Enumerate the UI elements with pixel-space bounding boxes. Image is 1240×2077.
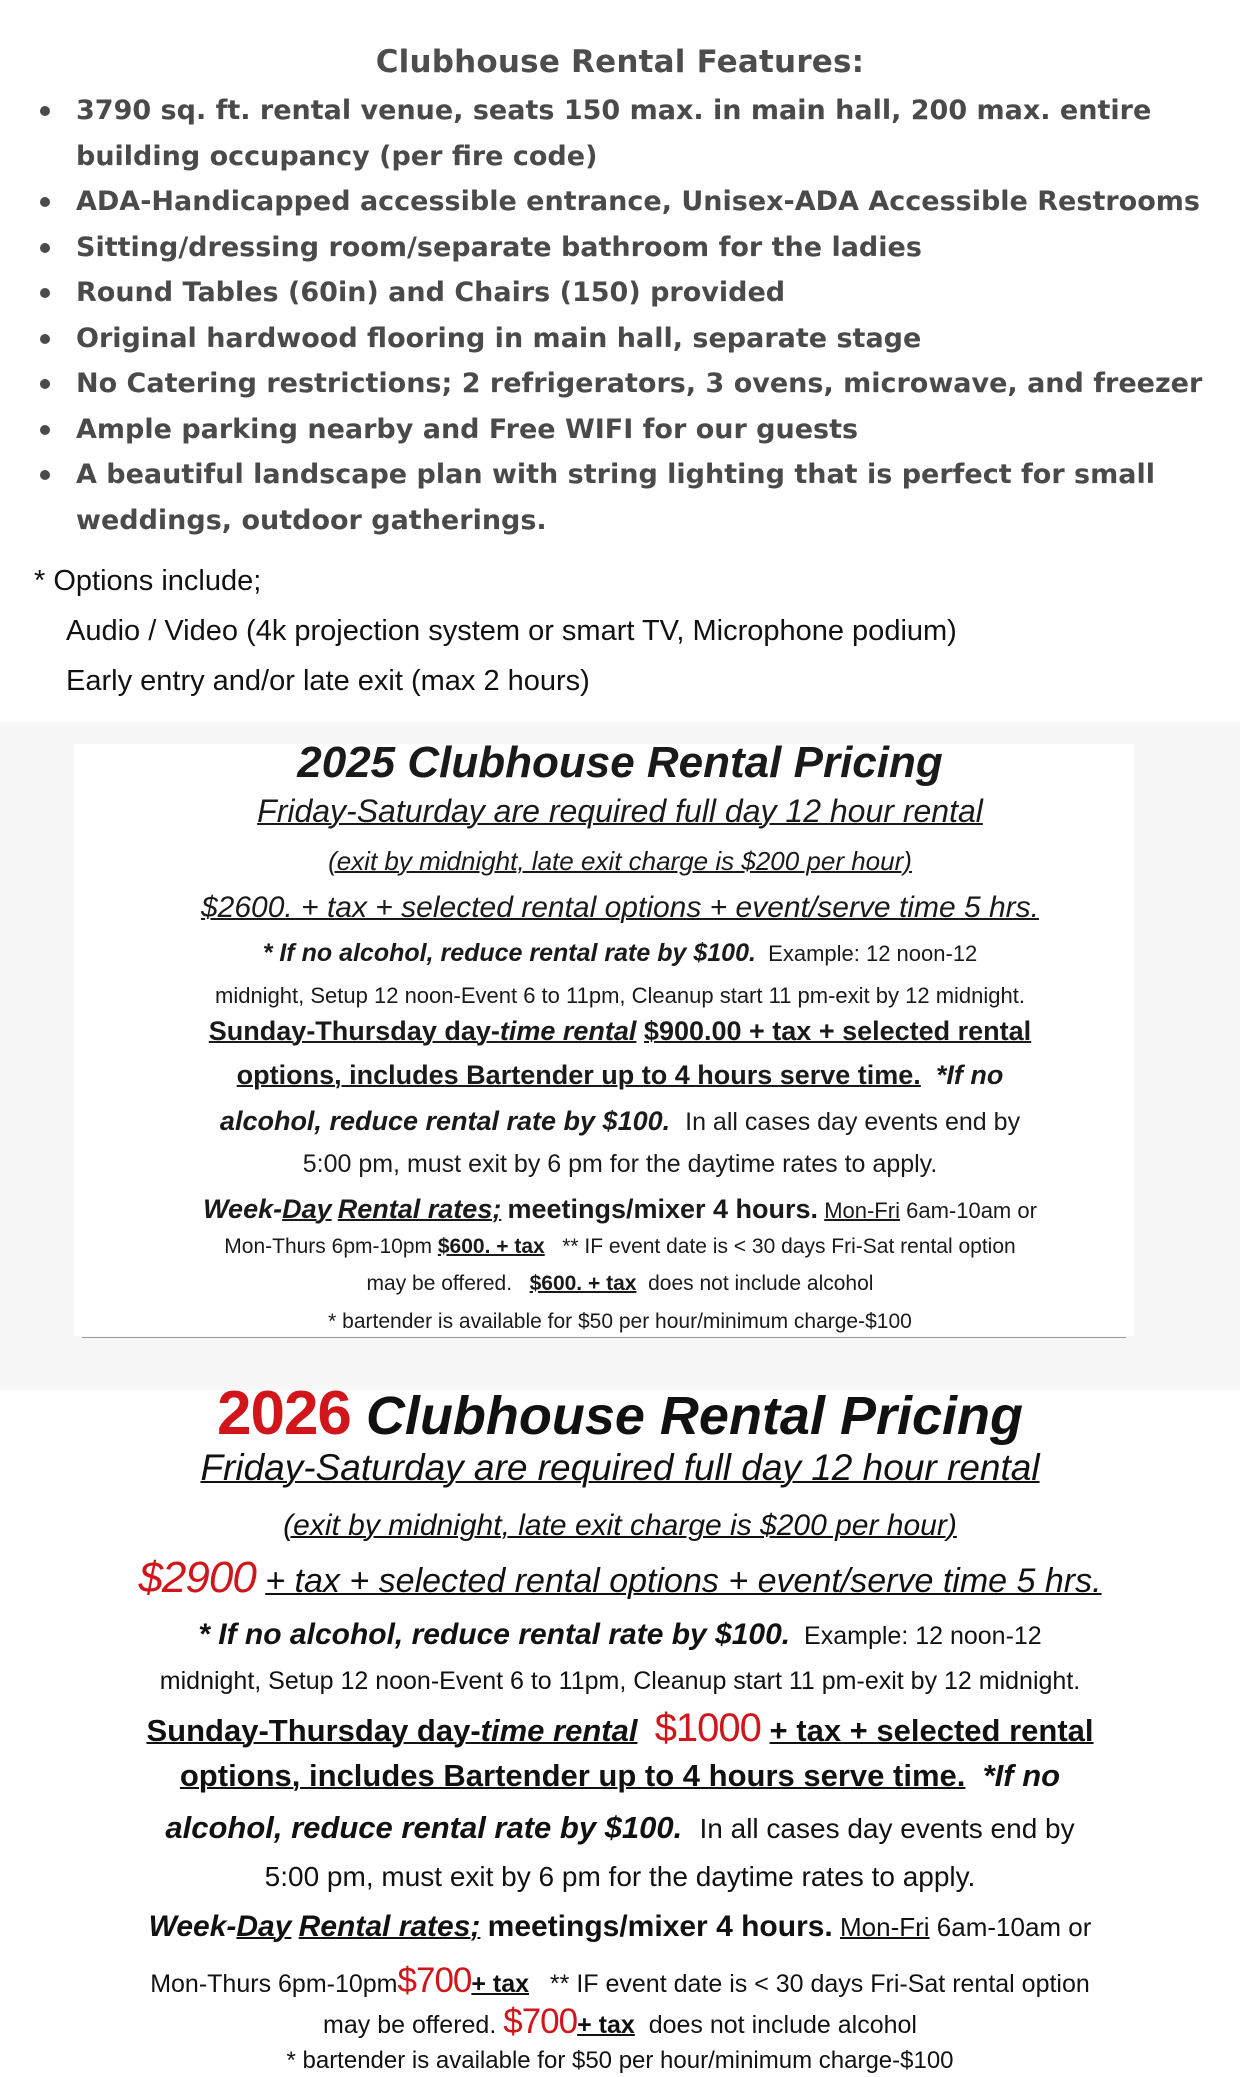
mon-fri-time: 6am-10am or (906, 1198, 1037, 1223)
option-item: Early entry and/or late exit (max 2 hours) (66, 665, 590, 697)
bartender-line: * bartender is available for $50 per hour/minimum charge-$100 (328, 1310, 912, 1333)
full-day-price (0, 1553, 1240, 1603)
exit-note: (exit by midnight, late exit charge is $200 per hour) (283, 1509, 957, 1542)
list-item: Sitting/dressing room/separate bathroom for the ladies (38, 225, 1218, 271)
sun-thu-line-2 (0, 1758, 1240, 1794)
full-day-price: $2600. + tax + selected rental options + event/serve time 5 hrs. (201, 891, 1039, 924)
fri-sat-rule: Friday-Saturday are required full day 12 hour rental (200, 1447, 1040, 1488)
week-day-b: Day (282, 1194, 332, 1224)
bullet-icon (40, 470, 50, 480)
exit-6pm-line: 5:00 pm, must exit by 6 pm for the daytime rates to apply. (302, 1150, 938, 1178)
may-be-offered: may be offered. (366, 1272, 513, 1295)
exit-6pm-line: 5:00 pm, must exit by 6 pm for the daytime rates to apply. (264, 1861, 976, 1892)
list-item: 3790 sq. ft. rental venue, seats 150 max. in main hall, 200 max. entire building occupancy (per fire code) (38, 88, 1218, 179)
week-day-b: Day (236, 1910, 292, 1943)
price-600: $600. + tax (437, 1235, 545, 1258)
all-cases-note: In all cases day events end by (685, 1108, 1021, 1136)
mon-fri: Mon-Fri (824, 1198, 900, 1223)
may-be-offered-line (0, 1272, 1240, 1296)
list-item: ADA-Handicapped accessible entrance, Unisex-ADA Accessible Restrooms (38, 179, 1218, 225)
event-date-note: ** IF event date is < 30 days Fri-Sat rental option (549, 1970, 1090, 1998)
bullet-icon (40, 334, 50, 344)
sun-thu-line (0, 1706, 1240, 1751)
example-text: Example: 12 noon-12 (768, 941, 978, 966)
pricing-2025-title: 2025 Clubhouse Rental Pricing (297, 738, 943, 787)
all-cases-note: In all cases day events end by (699, 1813, 1075, 1844)
week-day-a: Week- (203, 1194, 283, 1224)
full-day-rest: + tax + selected rental options + event/serve time 5 hrs. (265, 1562, 1102, 1600)
mon-thu: Mon-Thurs 6pm-10pm (150, 1970, 398, 1998)
pricing-2026-title (0, 1378, 1240, 1449)
bullet-icon (40, 425, 50, 435)
list-item: Round Tables (60in) and Chairs (150) provided (38, 270, 1218, 316)
features-section (0, 0, 1240, 720)
no-alcohol-note: * If no alcohol, reduce rental rate by $100. (198, 1618, 791, 1651)
list-item: A beautiful landscape plan with string lighting that is perfect for small weddings, outdoor gatherings. (38, 452, 1218, 543)
may-be-offered: may be offered. (323, 2011, 497, 2039)
alcohol-line (0, 1106, 1240, 1137)
sun-thu-amount: $1000 (654, 1706, 761, 1750)
week-day-c: Rental rates; (298, 1910, 481, 1943)
no-alcohol-incl: does not include alcohol (648, 2011, 917, 2039)
list-item: No Catering restrictions; 2 refrigerators, 3 ovens, microwave, and freezer (38, 361, 1218, 407)
mon-thu: Mon-Thurs 6pm-10pm (224, 1235, 433, 1258)
sun-thu-time: time rental (480, 1713, 638, 1748)
options-block (34, 556, 1214, 706)
list-item: Ample parking nearby and Free WIFI for our guests (38, 407, 1218, 453)
mon-thu-line (0, 1235, 1240, 1259)
alcohol-line (0, 1810, 1240, 1846)
plus-tax: + tax (471, 1970, 530, 1998)
sun-thu-cont: options, includes Bartender up to 4 hours serve time. (179, 1758, 966, 1793)
event-date-note: ** IF event date is < 30 days Fri-Sat rental option (562, 1235, 1016, 1258)
options-heading: * Options include; (34, 565, 262, 597)
sun-thu-line (0, 1016, 1240, 1047)
no-alcohol-note: * If no alcohol, reduce rental rate by $100. (262, 939, 756, 967)
sun-thu-rest: + tax + selected rental (769, 1713, 1094, 1748)
no-alcohol-line (0, 1618, 1240, 1652)
price-600b: $600. + tax (529, 1272, 637, 1295)
example-line: midnight, Setup 12 noon-Event 6 to 11pm, Cleanup start 11 pm-exit by 12 midnight. (215, 983, 1025, 1008)
bullet-icon (40, 379, 50, 389)
amount-700: $700 (397, 1961, 472, 2000)
week-day-a: Week- (148, 1910, 237, 1943)
sun-thu-time: time rental (499, 1016, 637, 1046)
example-line: midnight, Setup 12 noon-Event 6 to 11pm, Cleanup start 11 pm-exit by 12 midnight. (159, 1667, 1081, 1695)
week-day-line (0, 1194, 1240, 1225)
list-item: Original hardwood flooring in main hall, separate stage (38, 316, 1218, 362)
may-be-offered-line (0, 2002, 1240, 2042)
week-day-c: Rental rates; (337, 1194, 502, 1224)
example-text: Example: 12 noon-12 (804, 1622, 1042, 1650)
sun-thu-price: $900.00 + tax + selected rental (643, 1016, 1032, 1046)
amount-700b: $700 (503, 2002, 578, 2041)
mon-fri: Mon-Fri (840, 1912, 930, 1942)
divider (82, 1337, 1126, 1338)
week-day-line (0, 1910, 1240, 1944)
full-day-amount: $2900 (138, 1553, 256, 1602)
alcohol-reduce: alcohol, reduce rental rate by $100. (219, 1106, 671, 1136)
bullet-icon (40, 106, 50, 116)
pricing-2026-title-text: Clubhouse Rental Pricing (365, 1386, 1024, 1446)
fri-sat-rule: Friday-Saturday are required full day 12 hour rental (257, 793, 983, 829)
bullet-icon (40, 288, 50, 298)
option-item: Audio / Video (4k projection system or smart TV, Microphone podium) (66, 615, 957, 647)
alcohol-reduce: alcohol, reduce rental rate by $100. (165, 1810, 683, 1845)
sun-thu-cont: options, includes Bartender up to 4 hours serve time. (236, 1060, 921, 1090)
if-no-note: *If no (935, 1060, 1004, 1090)
exit-note: (exit by midnight, late exit charge is $200 per hour) (328, 846, 912, 876)
mon-thu-line (0, 1961, 1240, 2001)
bartender-line: * bartender is available for $50 per hour/minimum charge-$100 (286, 2047, 954, 2074)
features-title: Clubhouse Rental Features: (375, 44, 865, 80)
no-alcohol-incl: does not include alcohol (648, 1272, 874, 1295)
year-2026: 2026 (216, 1379, 351, 1448)
week-day-d: meetings/mixer 4 hours. (487, 1910, 833, 1943)
sun-thu-label: Sunday-Thursday day- (208, 1016, 500, 1046)
mon-fri-time: 6am-10am or (936, 1912, 1092, 1942)
plus-tax-b: + tax (577, 2011, 635, 2039)
no-alcohol-line (0, 939, 1240, 968)
week-day-d: meetings/mixer 4 hours. (507, 1194, 819, 1224)
features-list (38, 88, 1218, 543)
bullet-icon (40, 197, 50, 207)
sun-thu-label: Sunday-Thursday day- (146, 1713, 481, 1748)
sun-thu-line-2 (0, 1060, 1240, 1091)
if-no-note: *If no (982, 1758, 1061, 1793)
bullet-icon (40, 243, 50, 253)
